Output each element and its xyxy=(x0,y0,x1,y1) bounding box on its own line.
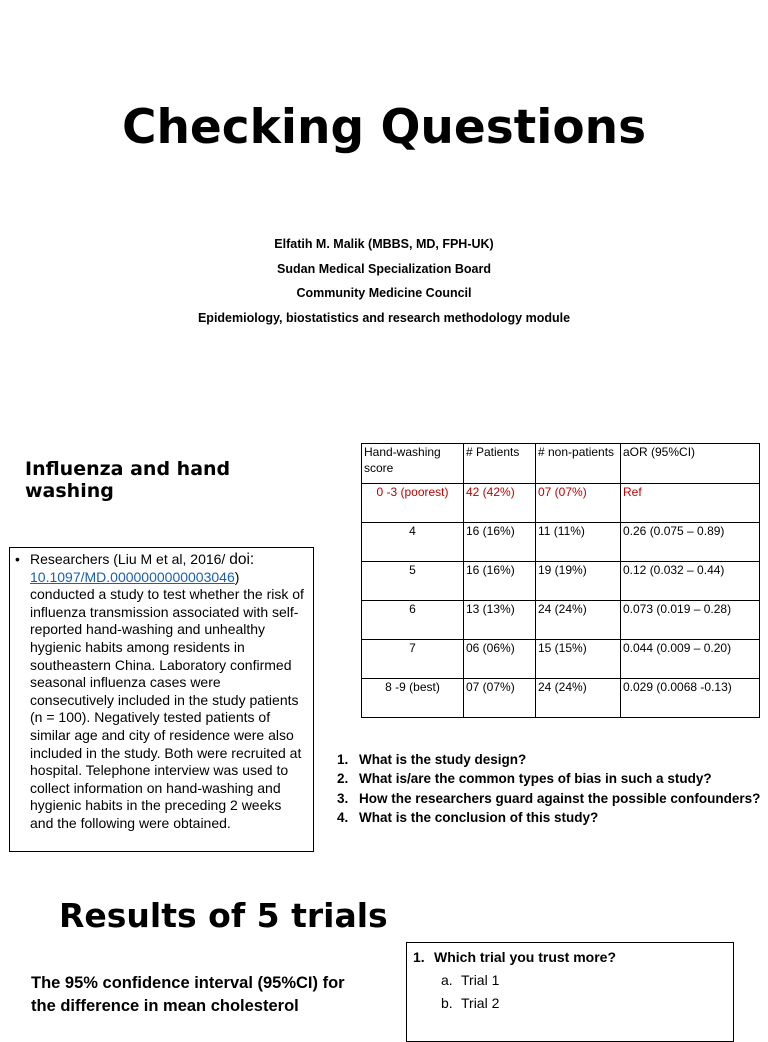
question-text: What is/are the common types of bias in such a study? xyxy=(359,771,712,787)
para-body: conducted a study to test whether the risk of influenza transmission associated with self-reported hand-washing and unhealthy hygienic habits among residents in southeastern China. Laboratory confirmed seasonal influenza cases were consecutively included in the study patients (n = 100). Negatively tested patients of similar age and city of residence were also included in the study. Both were recruited at hospital. Telephone interview was used to collect information on hand-washing and hygienic habits in the preceding 2 weeks and the following were obtained. xyxy=(30,586,304,831)
question-text: How the researchers guard against the possible confounders? xyxy=(359,790,761,806)
doi-link[interactable]: 10.1097/MD.0000000000003046 xyxy=(30,568,235,585)
question-text: What is the conclusion of this study? xyxy=(359,809,599,825)
doi-label: doi: xyxy=(229,551,255,568)
non-patients-cell: 19 (19%) xyxy=(536,562,621,601)
question-number: 2. xyxy=(337,771,349,787)
header-cell: # Patients xyxy=(464,444,536,484)
table-row xyxy=(362,562,760,601)
score-cell: 0 -3 (poorest) xyxy=(362,484,464,523)
header-cell: Hand-washing score xyxy=(362,444,464,484)
table-row xyxy=(362,601,760,640)
bullet-marker: • xyxy=(15,551,20,567)
author-affiliation-council: Community Medicine Council xyxy=(296,286,472,301)
table-row xyxy=(362,679,760,718)
option-item xyxy=(441,971,727,989)
table-row xyxy=(362,523,760,562)
para-lead: Researchers (Liu M et al, 2016/ xyxy=(30,551,230,567)
score-cell: 7 xyxy=(362,640,464,679)
patients-cell: 42 (42%) xyxy=(464,484,536,523)
header-cell: # non-patients xyxy=(536,444,621,484)
study-description-box xyxy=(9,547,314,852)
non-patients-cell: 07 (07%) xyxy=(536,484,621,523)
slide-title: Checking Questions xyxy=(121,100,647,155)
question-list xyxy=(337,750,767,827)
option-letter: a. xyxy=(441,972,453,988)
study-description xyxy=(18,551,305,833)
score-cell: 4 xyxy=(362,523,464,562)
aor-cell: 0.029 (0.0068 -0.13) xyxy=(621,679,760,718)
patients-cell: 06 (06%) xyxy=(464,640,536,679)
influenza-heading: Influenza and hand washing xyxy=(25,458,231,502)
table-header-row xyxy=(362,444,760,484)
ci-description: The 95% confidence interval (95%CI) for the difference in mean cholesterol xyxy=(31,974,345,1015)
table-row xyxy=(362,640,760,679)
results-heading: Results of 5 trials xyxy=(59,896,388,935)
aor-cell: 0.26 (0.075 – 0.89) xyxy=(621,523,760,562)
score-cell: 6 xyxy=(362,601,464,640)
question-number: 3. xyxy=(337,790,349,806)
option-text: Trial 1 xyxy=(461,972,500,988)
patients-cell: 13 (13%) xyxy=(464,601,536,640)
question-number: 1. xyxy=(413,949,425,965)
author-block xyxy=(0,232,768,331)
non-patients-cell: 24 (24%) xyxy=(536,601,621,640)
option-letter: b. xyxy=(441,995,453,1011)
score-cell: 8 -9 (best) xyxy=(362,679,464,718)
para-close: ) xyxy=(234,568,240,585)
non-patients-cell: 15 (15%) xyxy=(536,640,621,679)
aor-cell: 0.073 (0.019 – 0.28) xyxy=(621,601,760,640)
question-number: 4. xyxy=(337,809,349,825)
option-text: Trial 2 xyxy=(461,995,500,1011)
patients-cell: 16 (16%) xyxy=(464,523,536,562)
question-number: 1. xyxy=(337,752,349,767)
aor-cell: 0.12 (0.032 – 0.44) xyxy=(621,562,760,601)
author-name: Elfatih M. Malik (MBBS, MD, FPH-UK) xyxy=(274,237,494,251)
option-item xyxy=(441,994,727,1012)
patients-cell: 16 (16%) xyxy=(464,562,536,601)
list-item xyxy=(337,789,767,808)
patients-cell: 07 (07%) xyxy=(464,679,536,718)
list-item xyxy=(337,769,767,788)
aor-cell: 0.044 (0.009 – 0.20) xyxy=(621,640,760,679)
question-text: Which trial you trust more? xyxy=(434,949,617,965)
table-row xyxy=(362,484,760,523)
module-name: Epidemiology, biostatistics and research methodology module xyxy=(197,311,571,326)
author-affiliation-board: Sudan Medical Specialization Board xyxy=(277,261,491,276)
trial-question xyxy=(413,948,727,966)
score-cell: 5 xyxy=(362,562,464,601)
handwashing-table xyxy=(361,443,760,718)
list-item xyxy=(337,808,767,827)
list-item xyxy=(337,750,767,769)
aor-cell: Ref xyxy=(621,484,760,523)
non-patients-cell: 24 (24%) xyxy=(536,679,621,718)
non-patients-cell: 11 (11%) xyxy=(536,523,621,562)
question-text: What is the study design? xyxy=(359,752,527,767)
header-cell: aOR (95%CI) xyxy=(621,444,760,484)
trial-question-box xyxy=(406,942,734,1042)
